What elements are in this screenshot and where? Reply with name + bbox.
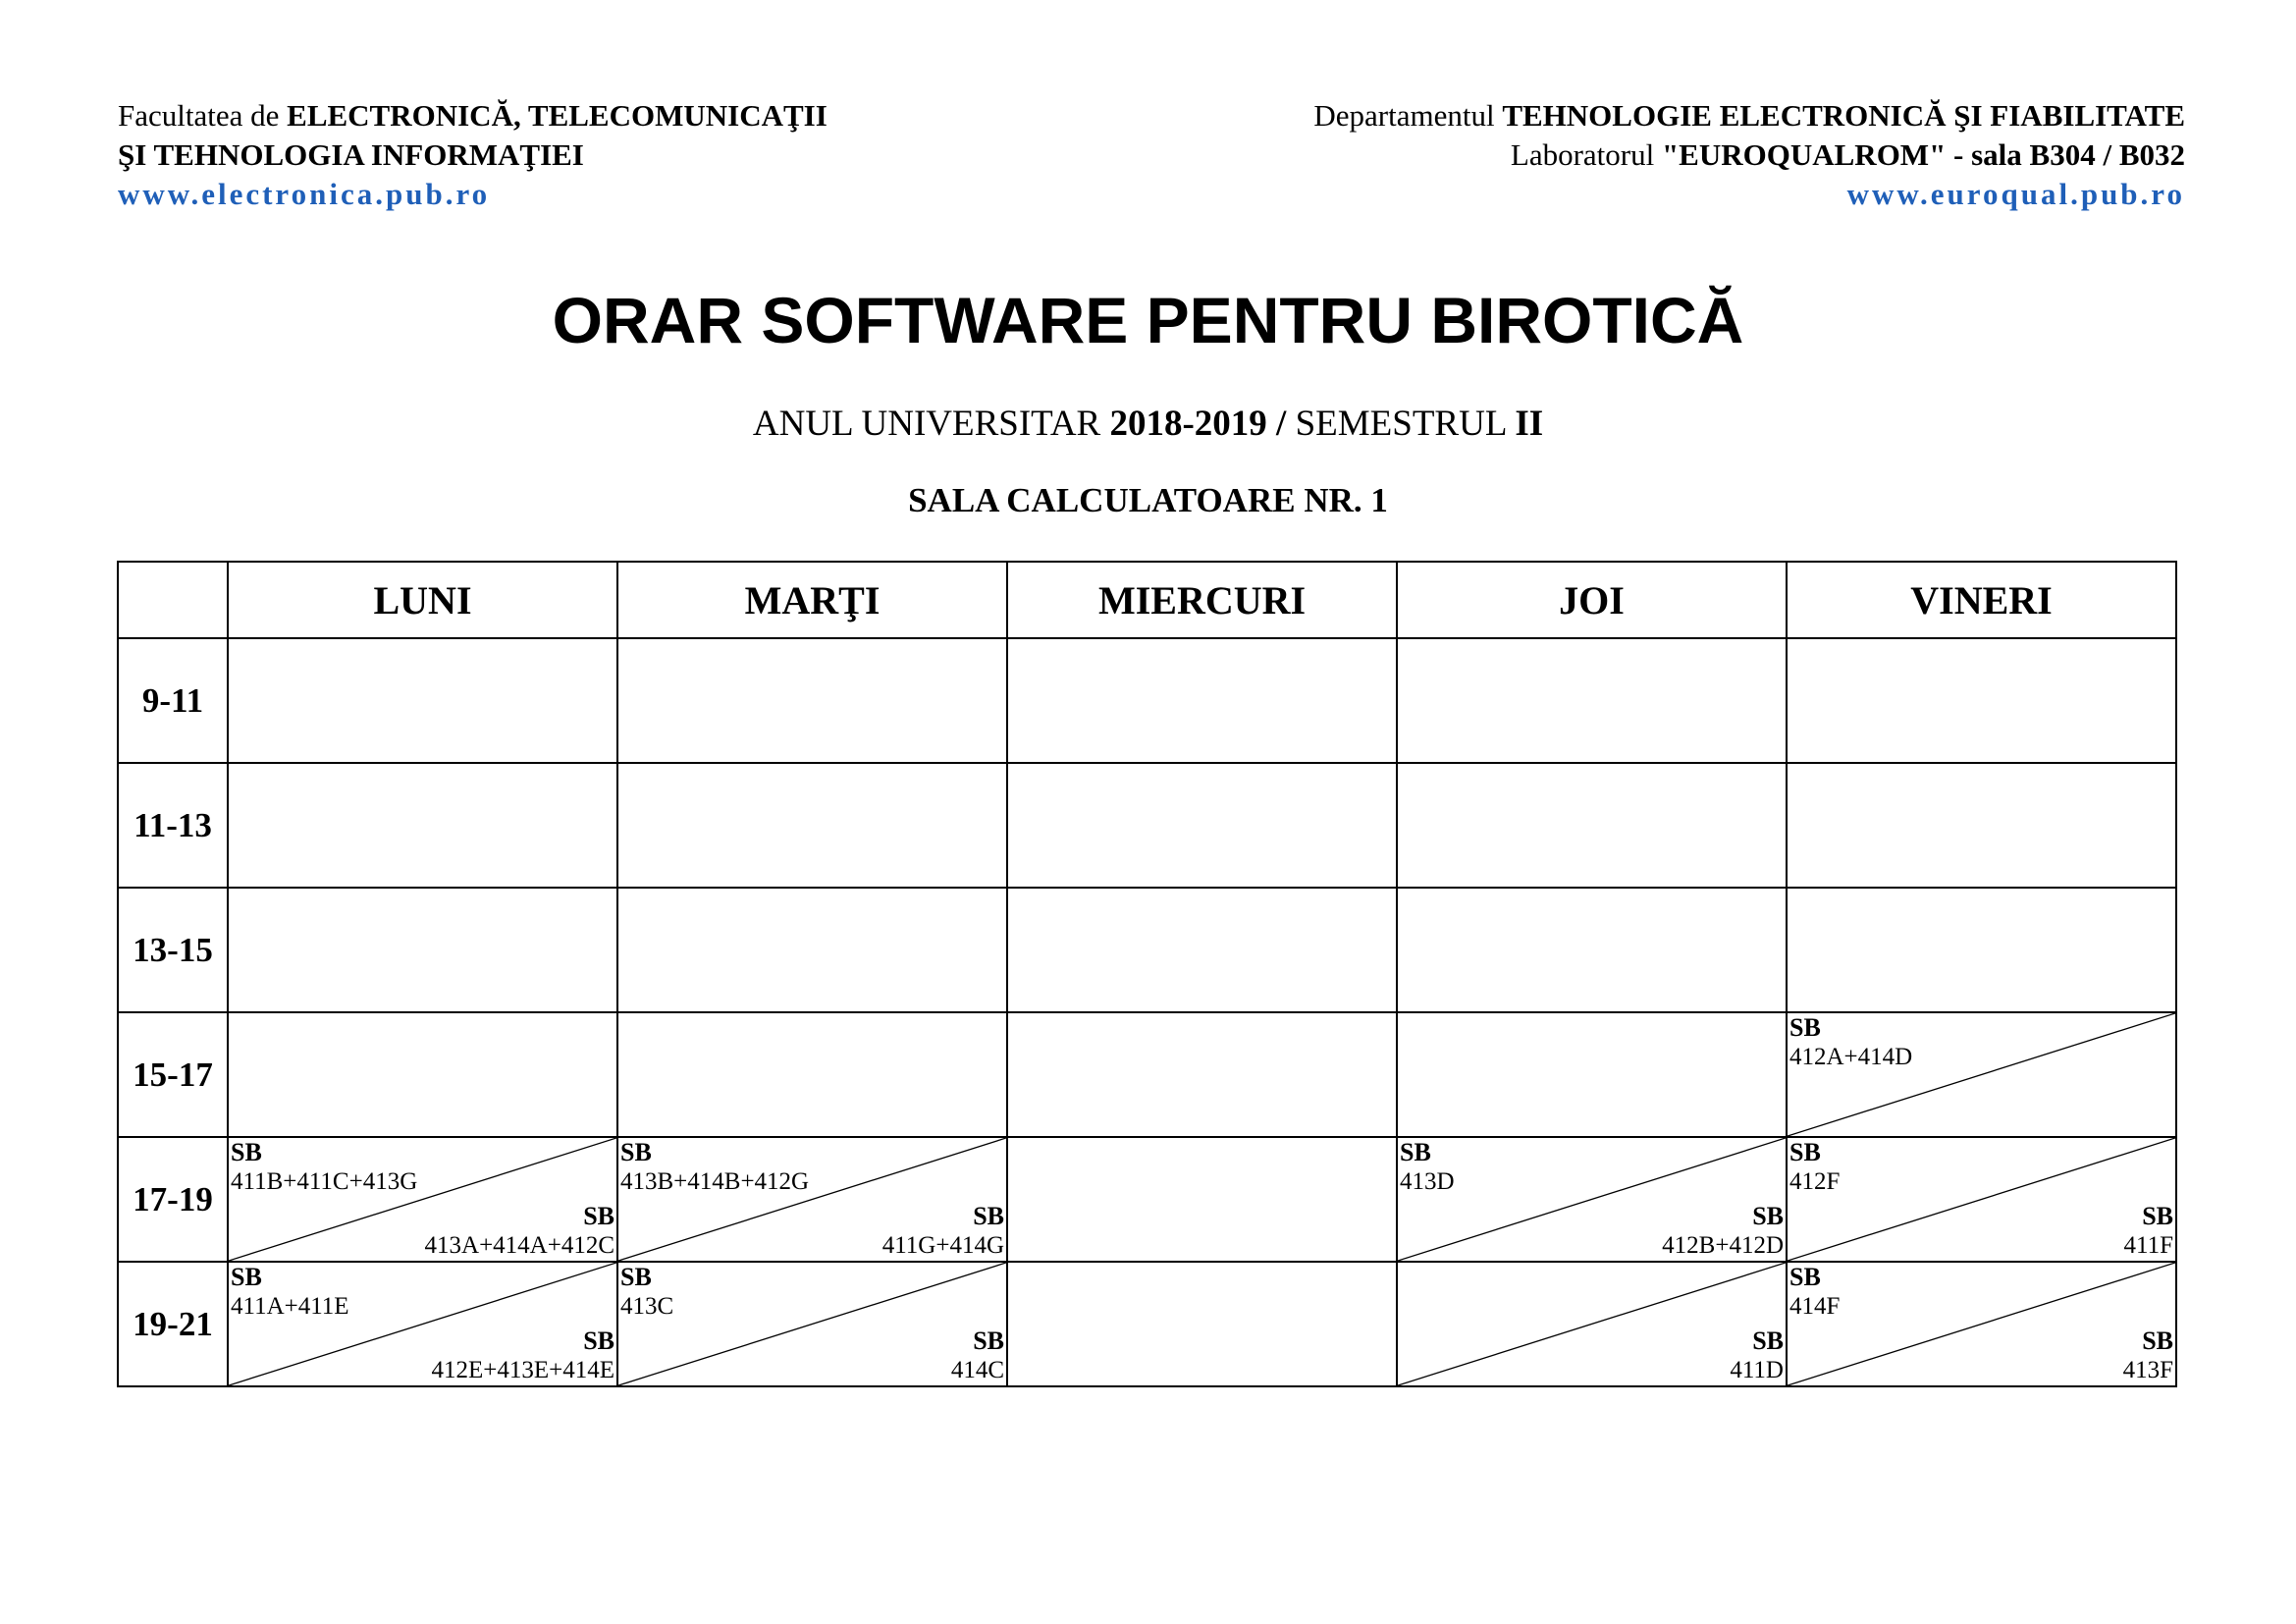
time-row xyxy=(118,888,2176,1012)
time-row xyxy=(118,1012,2176,1137)
academic-year-subtitle: ANUL UNIVERSITAR 2018-2019 / SEMESTRUL II xyxy=(752,404,1544,444)
diagonal-line xyxy=(618,1263,1006,1385)
diagonal-line xyxy=(1788,1263,2175,1385)
student-groups: 412E+413E+414E xyxy=(431,1357,614,1383)
slot-cell-marti xyxy=(617,1012,1007,1137)
student-groups: 414C xyxy=(950,1357,1004,1383)
course-code: SB xyxy=(1752,1326,1784,1355)
course-code: SB xyxy=(973,1202,1004,1230)
student-groups: 412A+414D xyxy=(1789,1044,1913,1070)
split-slot xyxy=(1398,1263,1786,1385)
diagonal-divider xyxy=(618,1263,1006,1385)
student-groups: 411B+411C+413G xyxy=(231,1168,418,1195)
day-header-marti: MARŢI xyxy=(617,562,1007,638)
slot-cell-vineri xyxy=(1787,1012,2176,1137)
slot-bottom-entry xyxy=(425,1202,614,1261)
course-code: SB xyxy=(620,1263,652,1291)
slot-cell-joi xyxy=(1397,638,1787,763)
slot-cell-joi xyxy=(1397,1137,1787,1262)
course-code: SB xyxy=(231,1138,262,1166)
slot-cell-joi xyxy=(1397,1012,1787,1137)
slot-cell-marti xyxy=(617,638,1007,763)
slot-cell-vineri xyxy=(1787,638,2176,763)
time-row xyxy=(118,638,2176,763)
slot-cell-vineri xyxy=(1787,1262,2176,1386)
course-code: SB xyxy=(1789,1263,1821,1291)
slot-top-entry xyxy=(231,1138,417,1197)
time-slot-label: 9-11 xyxy=(118,638,228,763)
student-groups: 413F xyxy=(2122,1357,2173,1383)
page-title: ORAR SOFTWARE PENTRU BIROTICĂ xyxy=(552,284,1744,356)
student-groups: 412F xyxy=(1789,1168,1841,1195)
day-header-row xyxy=(118,562,2176,638)
split-slot xyxy=(618,1263,1006,1385)
course-code: SB xyxy=(1752,1202,1784,1230)
student-groups: 411D xyxy=(1730,1357,1784,1383)
slot-bottom-entry xyxy=(882,1202,1004,1261)
slot-cell-vineri xyxy=(1787,763,2176,888)
corner-cell xyxy=(118,562,228,638)
student-groups: 412B+412D xyxy=(1662,1232,1784,1259)
slot-cell-miercuri xyxy=(1007,1012,1397,1137)
diagonal-divider xyxy=(1398,1263,1786,1385)
slot-top-entry xyxy=(1789,1263,1840,1322)
slot-cell-marti xyxy=(617,1137,1007,1262)
slot-top-entry xyxy=(1789,1138,1840,1197)
time-slot-label: 17-19 xyxy=(118,1137,228,1262)
laboratory-line: Laboratorul "EUROQUALROM" - sala B304 / B032 xyxy=(1510,137,2185,172)
course-code: SB xyxy=(973,1326,1004,1355)
course-code: SB xyxy=(1400,1138,1431,1166)
day-header-luni: LUNI xyxy=(228,562,617,638)
slot-top-entry xyxy=(231,1263,349,1322)
student-groups: 411G+414G xyxy=(881,1232,1004,1259)
slot-cell-miercuri xyxy=(1007,1262,1397,1386)
department-header xyxy=(1313,96,2185,214)
slot-top-entry xyxy=(620,1263,673,1322)
slot-cell-luni xyxy=(228,1137,617,1262)
student-groups: 413C xyxy=(620,1293,674,1320)
slot-cell-luni xyxy=(228,638,617,763)
slot-cell-marti xyxy=(617,763,1007,888)
time-row xyxy=(118,1137,2176,1262)
day-header-joi: JOI xyxy=(1397,562,1787,638)
time-slot-label: 15-17 xyxy=(118,1012,228,1137)
slot-bottom-entry xyxy=(2124,1202,2173,1261)
slot-cell-luni xyxy=(228,1262,617,1386)
time-row xyxy=(118,1262,2176,1386)
slot-bottom-entry xyxy=(1662,1202,1784,1261)
course-code: SB xyxy=(583,1202,614,1230)
split-slot xyxy=(1788,1138,2175,1261)
slot-cell-luni xyxy=(228,1012,617,1137)
student-groups: 414F xyxy=(1789,1293,1841,1320)
split-slot xyxy=(1788,1013,2175,1136)
time-slot-label: 19-21 xyxy=(118,1262,228,1386)
split-slot xyxy=(229,1138,616,1261)
schedule-body xyxy=(118,638,2176,1386)
course-code: SB xyxy=(583,1326,614,1355)
room-label: SALA CALCULATOARE NR. 1 xyxy=(908,481,1388,519)
course-code: SB xyxy=(1789,1138,1821,1166)
course-code: SB xyxy=(2142,1326,2173,1355)
slot-cell-marti xyxy=(617,888,1007,1012)
slot-cell-luni xyxy=(228,888,617,1012)
slot-cell-marti xyxy=(617,1262,1007,1386)
slot-cell-miercuri xyxy=(1007,1137,1397,1262)
diagonal-line xyxy=(1788,1138,2175,1261)
student-groups: 411A+411E xyxy=(231,1293,349,1320)
faculty-url-link[interactable]: www.electronica.pub.ro xyxy=(118,177,491,211)
student-groups: 411F xyxy=(2123,1232,2173,1259)
faculty-line-2: ŞI TEHNOLOGIA INFORMAŢIEI xyxy=(118,137,584,172)
slot-top-entry xyxy=(1789,1013,1912,1072)
split-slot xyxy=(1788,1263,2175,1385)
student-groups: 413B+414B+412G xyxy=(620,1168,810,1195)
slot-cell-miercuri xyxy=(1007,763,1397,888)
slot-cell-vineri xyxy=(1787,888,2176,1012)
slot-top-entry xyxy=(1400,1138,1455,1197)
faculty-line-1: Facultatea de ELECTRONICĂ, TELECOMUNICAŢII xyxy=(118,98,828,133)
slot-top-entry xyxy=(620,1138,809,1197)
slot-cell-miercuri xyxy=(1007,888,1397,1012)
slot-cell-luni xyxy=(228,763,617,888)
diagonal-line xyxy=(1398,1263,1786,1385)
split-slot xyxy=(1398,1138,1786,1261)
day-header-miercuri: MIERCURI xyxy=(1007,562,1397,638)
course-code: SB xyxy=(231,1263,262,1291)
split-slot xyxy=(618,1138,1006,1261)
split-slot xyxy=(229,1263,616,1385)
course-code: SB xyxy=(2142,1202,2173,1230)
time-slot-label: 11-13 xyxy=(118,763,228,888)
slot-bottom-entry xyxy=(431,1326,614,1385)
course-code: SB xyxy=(1789,1013,1821,1042)
diagonal-divider xyxy=(1788,1138,2175,1261)
slot-cell-joi xyxy=(1397,763,1787,888)
department-line-1: Departamentul TEHNOLOGIE ELECTRONICĂ ŞI FIABILITATE xyxy=(1313,98,2185,133)
course-code: SB xyxy=(620,1138,652,1166)
student-groups: 413D xyxy=(1400,1168,1455,1195)
schedule-table xyxy=(117,561,2177,1387)
slot-bottom-entry xyxy=(951,1326,1004,1385)
laboratory-url-link[interactable]: www.euroqual.pub.ro xyxy=(1846,177,2185,211)
slot-bottom-entry xyxy=(2123,1326,2173,1385)
slot-bottom-entry xyxy=(1730,1326,1784,1385)
slot-cell-miercuri xyxy=(1007,638,1397,763)
time-row xyxy=(118,763,2176,888)
slot-cell-joi xyxy=(1397,1262,1787,1386)
time-slot-label: 13-15 xyxy=(118,888,228,1012)
student-groups: 413A+414A+412C xyxy=(424,1232,614,1259)
slot-cell-vineri xyxy=(1787,1137,2176,1262)
diagonal-divider xyxy=(1788,1263,2175,1385)
slot-cell-joi xyxy=(1397,888,1787,1012)
day-header-vineri: VINERI xyxy=(1787,562,2176,638)
faculty-header xyxy=(118,96,828,214)
